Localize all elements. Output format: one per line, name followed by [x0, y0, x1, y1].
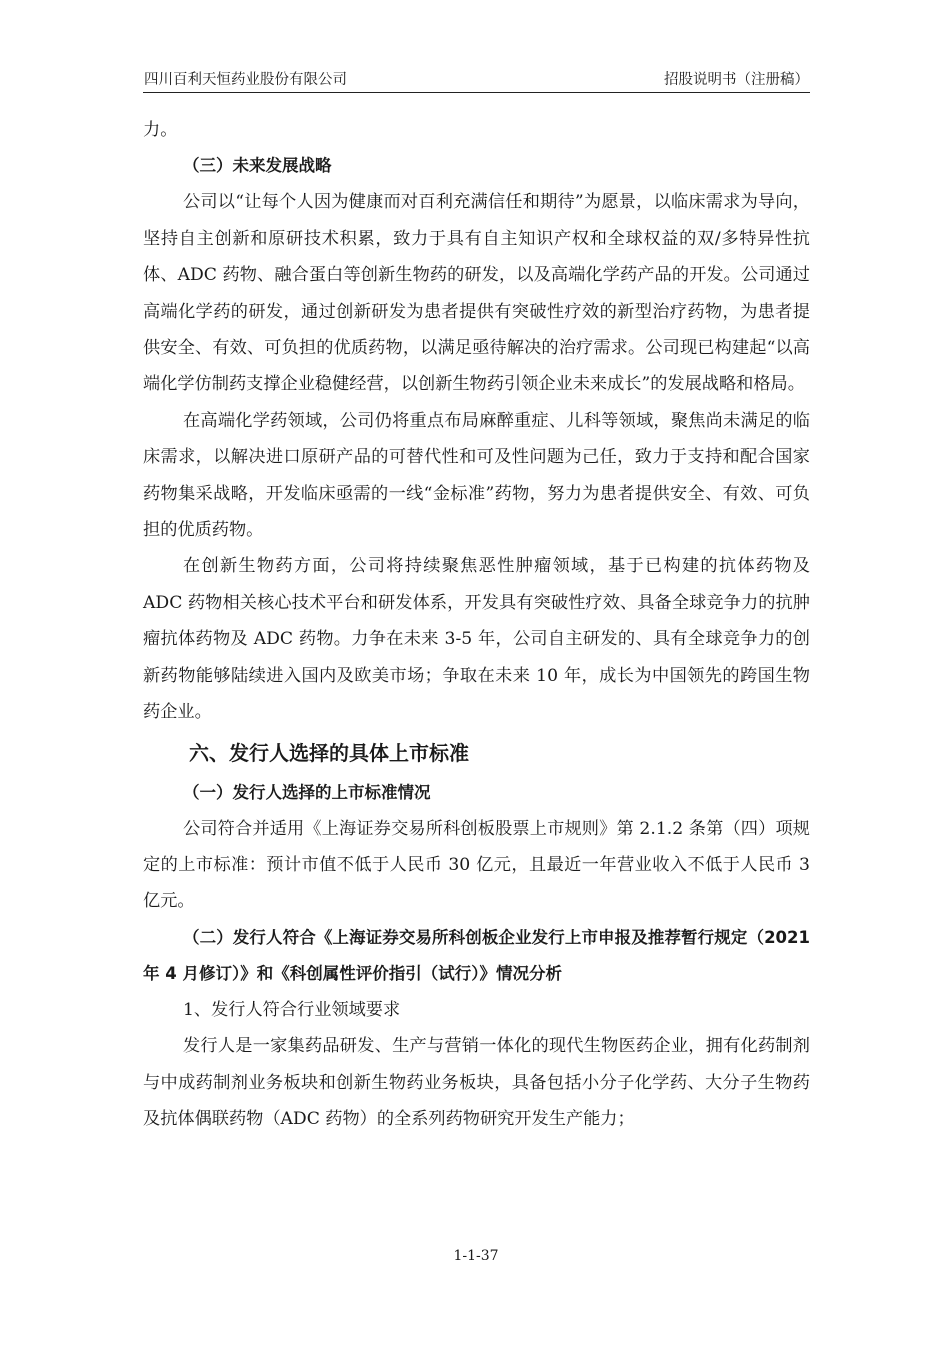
paragraph-listing-standard: 公司符合并适用《上海证券交易所科创板股票上市规则》第 2.1.2 条第（四）项规定的上市标准：预计市值不低于人民币 30 亿元，且最近一年营业收入不低于人民币 3 亿元。: [143, 818, 810, 912]
heading-section-six: 六、发行人选择的具体上市标准: [189, 740, 469, 765]
paragraph-chemical-drugs: 在高端化学药领域，公司仍将重点布局麻醉重症、儿科等领域，聚焦尚未满足的临床需求，以解决进口原研产品的可替代性和可及性问题为己任，致力于支持和配合国家药物集采战略，开发临床亟需的一线“金标准”药物，努力为患者提供安全、有效、可负担的优质药物。: [143, 410, 810, 541]
page-body: [143, 112, 810, 1137]
paragraph-industry-requirement: 1、发行人符合行业领域要求: [183, 999, 401, 1020]
heading-listing-standard: （一）发行人选择的上市标准情况: [183, 782, 431, 802]
heading-future-strategy: （三）未来发展战略: [183, 156, 332, 176]
header-company-name: 四川百利天恒药业股份有限公司: [144, 72, 347, 88]
paragraph-biologics: 在创新生物药方面，公司将持续聚焦恶性肿瘤领域，基于已构建的抗体药物及 ADC 药物相关核心技术平台和研发体系，开发具有突破性疗效、具备全球竞争力的抗肿瘤抗体药物及 ADC 药物。力争在未来 3-5 年，公司自主研发的、具有全球竞争力的创新药物能够陆续进入国内及欧美市场；争取在未来 10 年，成长为中国领先的跨国生物药企业。: [143, 556, 810, 723]
heading-compliance-analysis: （二）发行人符合《上海证券交易所科创板企业发行上市申报及推荐暂行规定（2021 年 4 月修订）》和《科创属性评价指引（试行）》情况分析: [143, 927, 810, 983]
paragraph-vision: 公司以“让每个人因为健康而对百利充满信任和期待”为愿景，以临床需求为导向，坚持自主创新和原研技术积累，致力于具有自主知识产权和全球权益的双/多特异性抗体、ADC 药物、融合蛋白等创新生物药的研发，以及高端化学药产品的开发。公司通过高端化学药的研发，通过创新研发为患者提供有突破性疗效的新型治疗药物，为患者提供安全、有效、可负担的优质药物，以满足亟待解决的治疗需求。公司现已构建起“以高端化学仿制药支撑企业稳健经营，以创新生物药引领企业未来成长”的发展战略和格局。: [143, 192, 810, 395]
page-header: [143, 64, 810, 93]
header-document-type: 招股说明书（注册稿）: [664, 72, 809, 88]
page-number: 1-1-37: [453, 1248, 499, 1264]
paragraph-continuation: 力。: [143, 120, 178, 140]
paragraph-company-profile: 发行人是一家集药品研发、生产与营销一体化的现代生物医药企业，拥有化药制剂与中成药制剂业务板块和创新生物药业务板块，具备包括小分子化学药、大分子生物药及抗体偶联药物（ADC 药物）的全系列药物研究开发生产能力；: [143, 1036, 810, 1129]
